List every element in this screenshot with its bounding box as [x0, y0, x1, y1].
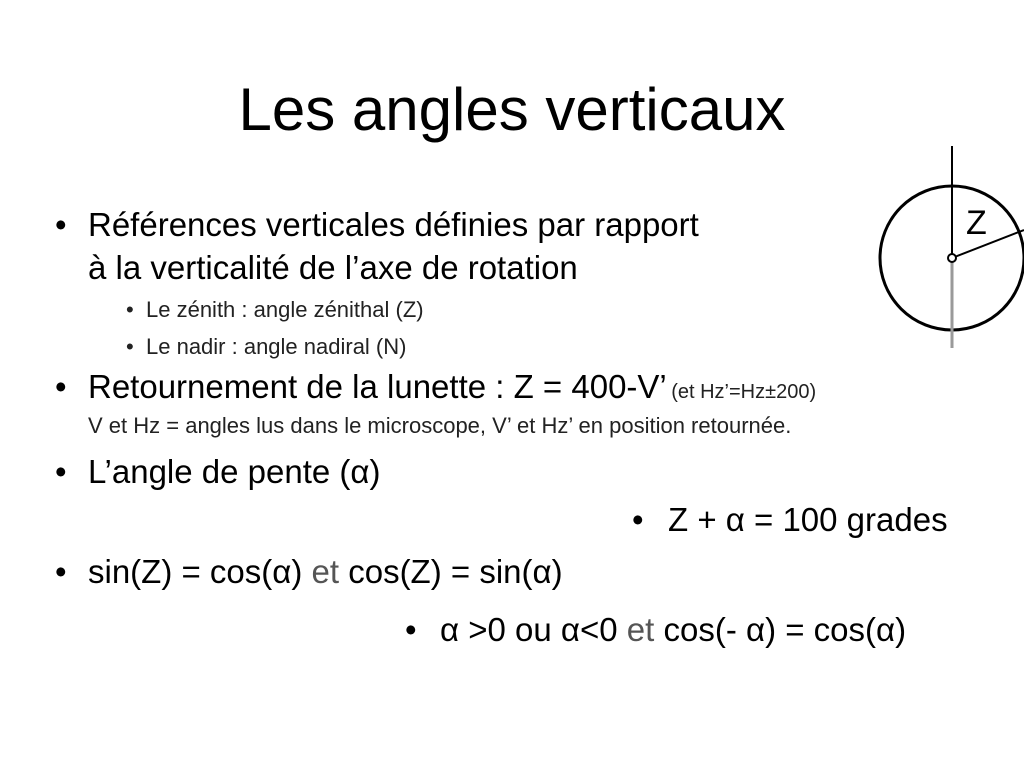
- rotation-center: [948, 254, 956, 262]
- sub-bullet-marker: •: [126, 297, 134, 322]
- bullet2: [88, 367, 816, 414]
- bullet6-part2: cos(- α) = cos(α): [663, 611, 907, 648]
- bullet5-part2: cos(Z) = sin(α): [348, 553, 563, 590]
- bullet1-line2: à la verticalité de l’axe de rotation: [88, 249, 578, 286]
- sub-bullet-nadir: Le nadir : angle nadiral (N): [146, 334, 407, 359]
- bullet6-part1: α >0 ou α<0: [440, 611, 618, 648]
- bullet1-line1: Références verticales définies par rapport: [88, 206, 699, 243]
- sub-bullet-zenith: Le zénith : angle zénithal (Z): [146, 297, 424, 322]
- zenith-angle-diagram: [870, 140, 1024, 355]
- zenith-label: Z: [966, 204, 987, 242]
- sub-bullet-marker: •: [126, 334, 134, 359]
- bullet5-part1: sin(Z) = cos(α): [88, 553, 303, 590]
- bullet4-text: Z + α = 100 grades: [668, 501, 948, 538]
- bullet-marker: •: [55, 368, 67, 405]
- bullet5-et: et: [311, 553, 340, 590]
- bullet-marker: •: [632, 501, 644, 538]
- bullet6-et: et: [626, 611, 655, 648]
- bullet-marker: •: [55, 206, 67, 243]
- bullet6: [440, 610, 906, 650]
- bullet2-note: V et Hz = angles lus dans le microscope, V’ et Hz’ en position retournée.: [88, 413, 792, 438]
- bullet5: [88, 552, 563, 592]
- bullet-marker: •: [405, 611, 417, 648]
- slide-title: Les angles verticaux: [238, 76, 786, 143]
- bullet-marker: •: [55, 453, 67, 490]
- bullet2-main: Retournement de la lunette : Z = 400-V’: [88, 368, 667, 405]
- bullet-marker: •: [55, 553, 67, 590]
- sight-line: [952, 230, 1024, 258]
- bullet2-aside: (et Hz’=Hz±200): [671, 381, 817, 403]
- bullet3-text: L’angle de pente (α): [88, 453, 381, 490]
